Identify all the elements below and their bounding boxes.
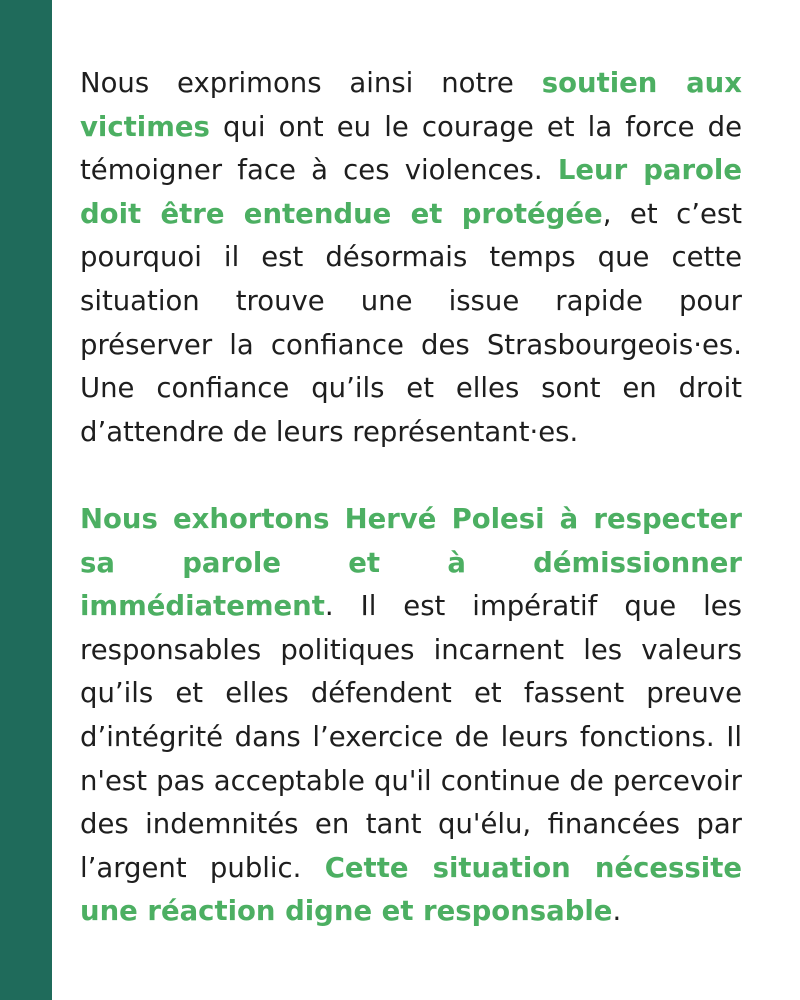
left-accent-bar <box>0 0 52 1000</box>
highlight-voice-protected: Leur parole doit être entendue et protégée <box>80 154 742 230</box>
text-segment: , et c’est pourquoi il est désormais temps que cette situation trouve une issue rapide pour préserver la confiance des Strasbourgeois·es. Une confiance qu’ils et elles sont en droit d’attendre de leurs représentant·es. <box>80 197 742 448</box>
highlight-support-victims: soutien aux victimes <box>80 67 742 143</box>
text-segment: qui ont eu le courage et la force de témoigner face à ces violences. <box>80 110 742 187</box>
highlight-responsible-reaction: Cette situation nécessite une réaction digne et responsable <box>80 851 743 928</box>
text-segment: . <box>612 895 622 928</box>
paragraph-resignation-call <box>80 498 742 934</box>
statement-text <box>80 62 742 934</box>
text-segment: Nous exprimons ainsi notre <box>80 67 542 99</box>
text-segment: . Il est impératif que les responsables politiques incarnent les valeurs qu’ils et elles défendent et fassent preuve d’intégrité dans l’exercice de leurs fonctions. Il n'est pas acceptable qu'il continue de percevoir des indemnités en tant qu'élu, financées par l’argent public. <box>80 590 742 884</box>
paragraph-support-victims <box>80 62 742 454</box>
highlight-resignation-demand: Nous exhortons Hervé Polesi à respecter sa parole et à démissionner immédiatement <box>80 502 742 623</box>
